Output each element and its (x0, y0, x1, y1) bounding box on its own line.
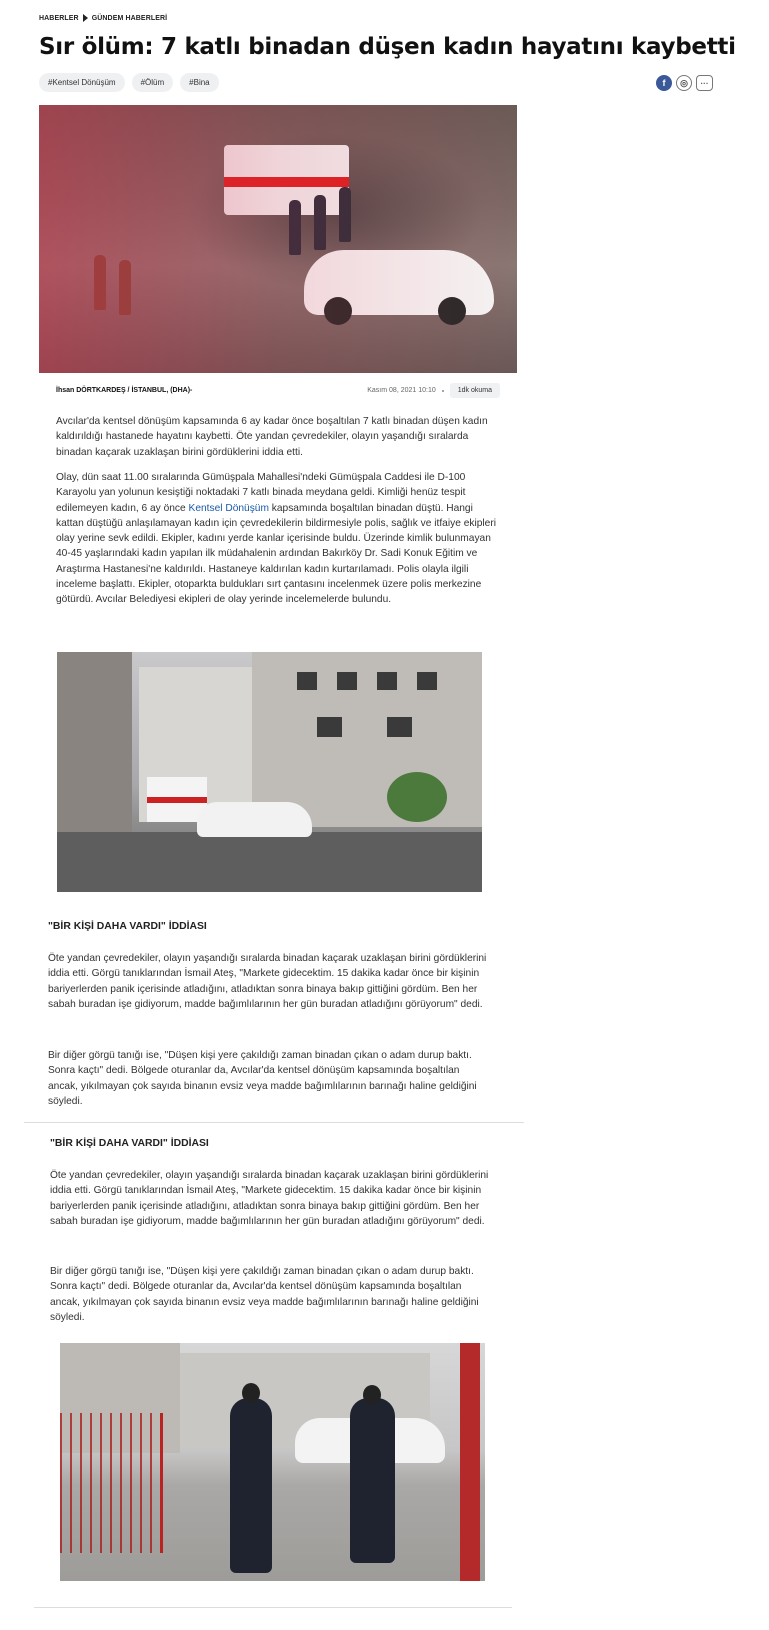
article-meta (56, 383, 500, 398)
read-time-badge: 1dk okuma (450, 383, 500, 398)
breadcrumb (39, 14, 167, 22)
article-paragraph-4: Öte yandan çevredekiler, olayın yaşandığı sıralarda binadan kaçarak uzaklaşan birini gördüklerini iddia etti. Görgü tanıklarından İsmail Ateş, "Markete gidecektim. 15 dakika kadar önce bir kişinin bariyerlerden panik içerisinde atladığını, atladıktan sonra binaya bakıp gittiğini gördüm. Ben her sabah buradan işe gidiyorum, madde bağımlılarının her gün buradan atladığını görüyorum" dedi. (50, 1170, 489, 1227)
article-image-3 (60, 1343, 485, 1581)
article-lead: Avcılar'da kentsel dönüşüm kapsamında 6 ay kadar önce boşaltılan 7 katlı binadan düşen kadın kaldırıldığı hastanede hayatını kaybetti. Öte yandan çevredekiler, olayın yaşandığı sıralarda binadan kaçarak uzaklaşan birini gördüklerini iddia etti. (56, 416, 488, 458)
tag-bina[interactable]: #Bina (180, 73, 218, 92)
page-title: Sır ölüm: 7 katlı binadan düşen kadın hayatını kaybetti (39, 34, 736, 60)
instagram-icon[interactable]: ◎ (676, 75, 692, 91)
paragraph-text: kapsamında boşaltılan binadan düştü. Hangi kattan düştüğü anlaşılamayan kadın için çevredekilerin bildirmesiyle polis, sağlık ve itfaiye ekipleri olay yerine sevk edildi. Ekipler, kadını yerde kanlar içerisinde buldu. Üzerinde kimlik bulunmayan 40-45 yaşlarındaki kadın yapılan ilk müdahalenin ardından Bakırköy Dr. Sadi Konuk Eğitim ve Araştırma Hastanesi'ne kaldırıldı. Hastaneye kaldırılan kadın kurtarılamadı. Polis olayla ilgili inceleme başlattı. Ekipler, otoparkta buldukları sırt çantasını incelenmek üzere polis merkezine götürdü. Avcılar Belediyesi ekipleri de olay yerinde incelemelerde bulundu. (56, 502, 496, 606)
section-divider (24, 1122, 524, 1123)
more-share-icon[interactable]: ··· (696, 75, 713, 91)
author: İhsan DÖRTKARDEŞ / İSTANBUL, (DHA)- (56, 387, 193, 394)
share-buttons (656, 75, 713, 91)
tag-list (39, 73, 219, 92)
article-image-2 (57, 652, 482, 892)
article-paragraph-2: Öte yandan çevredekiler, olayın yaşandığı sıralarda binadan kaçarak uzaklaşan birini gördüklerini iddia etti. Görgü tanıklarından İsmail Ateş, "Markete gidecektim. 15 dakika kadar önce bir kişinin bariyerlerden panik içerisinde atladığını, atladıktan sonra binaya bakıp gittiğini gördüm. Ben her sabah buradan işe gidiyorum, madde bağımlılarının her gün buradan atladığını görüyorum" dedi. (48, 953, 487, 1010)
article-paragraph-3: Bir diğer görgü tanığı ise, "Düşen kişi yere çakıldığı zaman binadan çıkan o adam durup baktı. Sonra kaçtı" dedi. Bölgede oturanlar da, Avcılar'da kentsel dönüşüm kapsamında boşaltılan ancak, yıkılmayan çok sayıda binanın evsiz veya madde bağımlılarının barınağı haline geldiğini söyledi. (48, 1050, 477, 1107)
subheading-2: "BİR KİŞİ DAHA VARDI" İDDİASI (50, 1138, 209, 1149)
article-paragraph-5: Bir diğer görgü tanığı ise, "Düşen kişi yere çakıldığı zaman binadan çıkan o adam durup baktı. Sonra kaçtı" dedi. Bölgede oturanlar da, Avcılar'da kentsel dönüşüm kapsamında boşaltılan ancak, yıkılmayan çok sayıda binanın evsiz veya madde bağımlılarının barınağı haline geldiğini söyledi. (50, 1266, 479, 1323)
subheading-1: "BİR KİŞİ DAHA VARDI" İDDİASI (48, 921, 207, 932)
dot-separator (442, 390, 444, 392)
tag-kentsel-donusum[interactable]: #Kentsel Dönüşüm (39, 73, 125, 92)
breadcrumb-separator-icon (83, 14, 88, 22)
bottom-divider (34, 1607, 512, 1608)
article-paragraph-1 (56, 470, 500, 608)
kentsel-donusum-link[interactable]: Kentsel Dönüşüm (188, 502, 269, 514)
hero-image (39, 105, 517, 373)
publish-date: Kasım 08, 2021 10:10 (367, 387, 436, 394)
breadcrumb-gundem[interactable]: GÜNDEM HABERLERİ (91, 14, 168, 22)
facebook-icon[interactable]: f (656, 75, 672, 91)
paragraph-text: Olay, dün saat 11.00 sıralarında Gümüşpala Mahallesi'ndeki Gümüşpala Caddesi ile D-100 Karayolu yan yolunun kesiştiği noktadaki 7 katlı binada meydana geldi. Kimliği henüz tespit edilemeyen kadın, 6 ay önce (56, 472, 466, 514)
tag-olum[interactable]: #Ölüm (132, 73, 174, 92)
breadcrumb-haberler[interactable]: HABERLER (39, 14, 79, 22)
